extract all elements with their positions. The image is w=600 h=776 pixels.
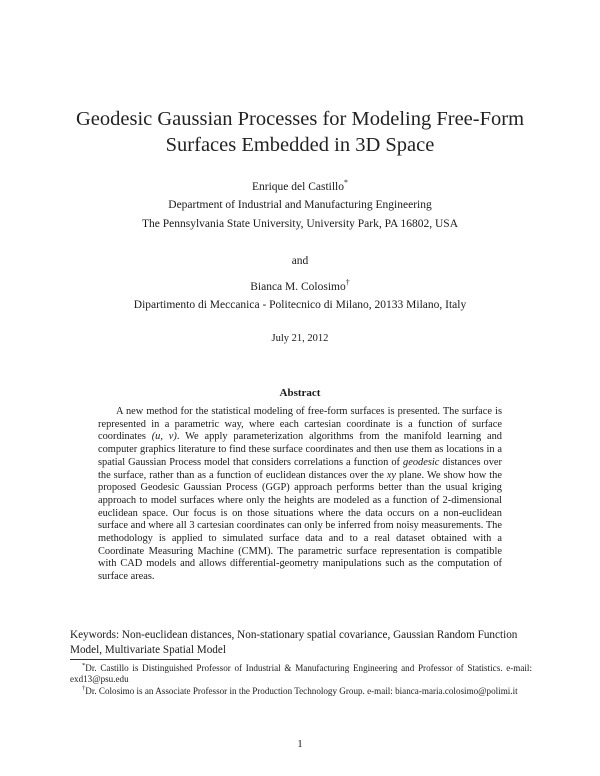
author-1 [60,180,540,195]
paper-title [60,106,540,158]
title-line-1: Geodesic Gaussian Processes for Modeling Free-Form [75,108,525,130]
keywords: Keywords: Non-euclidean distances, Non-stationary spatial covariance, Gaussian Random Function Model, Multivariate Spatial Model [70,629,518,656]
author-1-mark: * [343,178,348,188]
title-line-2: Surfaces Embedded in 3D Space [165,134,435,156]
footnote-rule [70,659,200,660]
and-separator: and [291,255,309,267]
abstract-coords: (u, v) [151,431,177,443]
abstract-part-4: plane. We show how the proposed Geodesic Gaussian Process (GGP) approach performs better than the usual kriging approach to model surfaces where only the heights are modeled as a function of 2-dimensional euclidean space. Our focus is on those situations where the data occurs on a non-euclidean surface and where all 3 cartesian coordinates can only be inferred from noisy measurements. The methodology is applied to simulated surface data and to a real dataset obtained with a Coordinate Measuring Machine (CMM). The parametric surface representation is compatible with CAD models and allows differential-geometry manipulations such as the computation of surface areas. [98,469,502,583]
footnotes [70,663,532,697]
abstract-part-3: distances over the surface, rather than as a function of euclidean distances over the [98,456,502,481]
abstract-part-1: A new method for the statistical modeling of free-form surfaces is presented. The surface is represented in a parametric way, where each cartesian coordinate is a function of surface coordinates [98,406,502,443]
footnote-2-text: Dr. Colosimo is an Associate Professor in the Production Technology Group. e-mail: bianca-maria.colosimo@polimi.it [85,685,518,696]
page-number: 1 [297,738,303,750]
abstract-part-2: . We apply parameterization algorithms from the manifold learning and computer graphics literature to find these surface coordinates and then use them as locations in a spatial Gaussian Process model that considers correlations a function of [98,431,502,468]
footnote-2 [70,686,532,697]
author-2-mark: † [345,278,350,288]
abstract-body [98,406,502,584]
abstract-heading: Abstract [279,387,321,399]
author-1-name: Enrique del Castillo [252,181,344,193]
affiliation-1-line-1: Department of Industrial and Manufacturing Engineering [168,199,432,211]
author-2 [60,280,540,295]
author-2-name: Bianca M. Colosimo [250,281,346,293]
footnote-1 [70,663,532,686]
footnote-2-mark: † [82,684,86,692]
affiliation-1-line-2: The Pennsylvania State University, University Park, PA 16802, USA [141,218,459,230]
footnote-1-text: Dr. Castillo is Distinguished Professor of Industrial & Manufacturing Engineering and Professor of Statistics. e-mail: exd13@psu.edu [70,663,532,685]
footnote-1-mark: * [82,661,86,669]
affiliation-2: Dipartimento di Meccanica - Politecnico di Milano, 20133 Milano, Italy [133,299,467,311]
abstract-xy: xy [386,469,397,481]
abstract-geodesic: geodesic [403,456,440,468]
paper-date: July 21, 2012 [271,333,329,344]
